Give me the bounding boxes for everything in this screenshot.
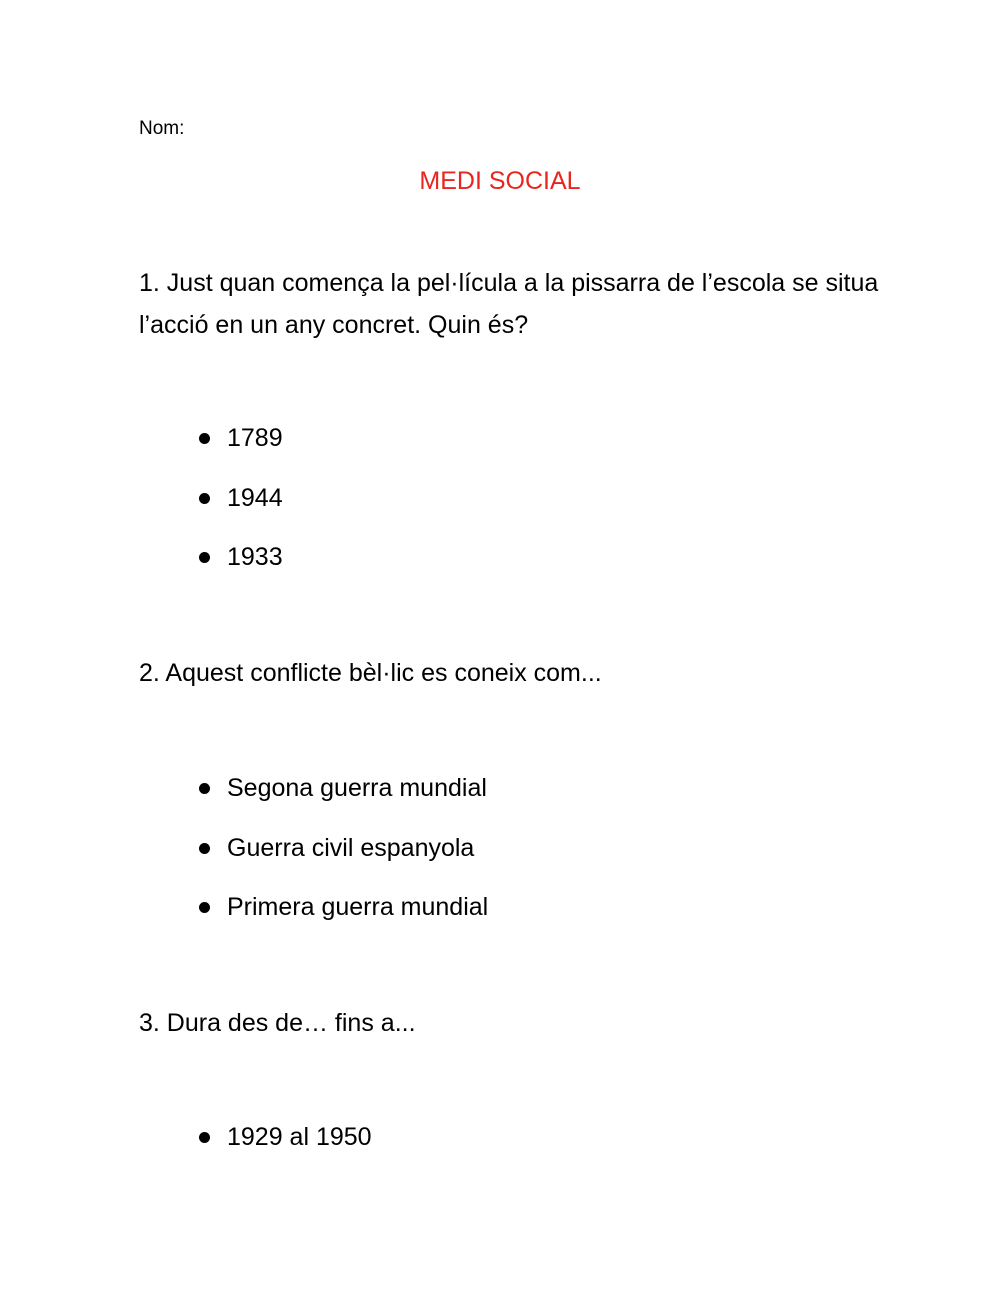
page-title: MEDI SOCIAL	[419, 167, 581, 195]
bullet-icon	[199, 552, 210, 563]
bullet-icon	[199, 783, 210, 794]
bullet-icon	[199, 433, 210, 444]
question-2: 2. Aquest conflicte bèl·lic es coneix com...	[139, 659, 602, 687]
bullet-icon	[199, 1132, 210, 1143]
option-label: 1929 al 1950	[227, 1123, 372, 1151]
option-label: 1933	[227, 543, 283, 571]
bullet-icon	[199, 902, 210, 913]
name-label: Nom:	[139, 118, 185, 139]
option-label: Guerra civil espanyola	[227, 833, 475, 862]
question-3: 3. Dura des de… fins a...	[139, 1009, 416, 1037]
question-1: 1. Just quan comença la pel·lícula a la pissarra de l’escola se situa l’acció en un any concret. Quin és?	[139, 269, 879, 339]
option-label: Segona guerra mundial	[227, 774, 487, 802]
bullet-icon	[199, 493, 210, 504]
option-label: 1789	[227, 424, 283, 452]
option-label: Primera guerra mundial	[227, 893, 489, 921]
option-label: 1944	[227, 483, 283, 512]
bullet-icon	[199, 843, 210, 854]
